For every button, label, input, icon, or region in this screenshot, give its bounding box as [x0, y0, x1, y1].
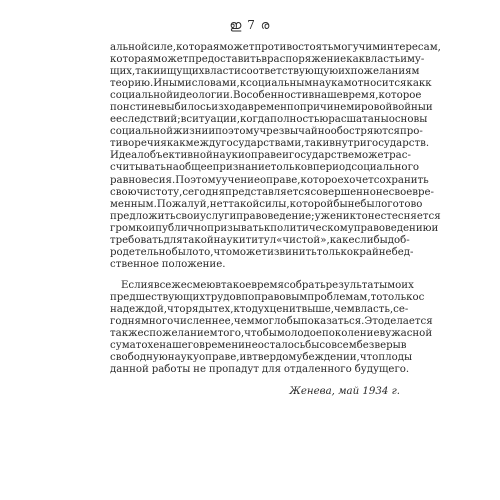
- text-line: родетельно было то, что может извинить только крайне бед-: [110, 246, 414, 258]
- text-line: ственное положение.: [110, 258, 226, 270]
- paragraph-gap: [110, 271, 400, 280]
- text-line: свободную науку о праве, и в твердом убеждении, что плоды: [110, 352, 413, 364]
- text-line: тиворечия как между государствами, так и внутри государств.: [110, 138, 430, 150]
- text-line: понстине выбилось из хода времен по причине мировой войны и: [110, 102, 433, 114]
- text-line: предложить свои услуги правоведение; уже никто не стесняется: [110, 210, 441, 222]
- text-line: предшествующих трудов по правовым проблемам, то только с: [110, 291, 425, 303]
- text-line: годня многочисленнее, чем могло бы показаться. Это делается: [110, 316, 433, 328]
- text-line: ее следствий; в ситуации, когда полностью расшатаны основы: [110, 114, 428, 126]
- text-line: суматохе нашего времени не осталось бы совсем без веры в: [110, 340, 407, 352]
- text-line: менным. Пожалуй, нет такой силы, которой бы не было готово: [110, 198, 423, 210]
- text-line: также с пожеланием того, чтобы молодое поколение в ужасной: [110, 328, 433, 340]
- text-line: щих, так и ищущих власти соответствующую их пожеланиям: [110, 66, 420, 78]
- text-line: требовать для такой науки титул «чистой», как если бы доб-: [110, 234, 410, 246]
- text-line: теорию. Иными словами, к социальным наукам относится как к: [110, 78, 432, 90]
- text-line: социальной идеологии. В особенности в наше время, которое: [110, 90, 422, 102]
- text-line: громко и публично призывать к политическому правоведению и: [110, 222, 439, 234]
- text-line: альной силе, которая может противостоять могучим интересам,: [110, 42, 441, 53]
- text-line: надеждой, что ряды тех, кто дух ценит выше, чем власть, се-: [110, 303, 409, 315]
- text-line: данной работы не пропадут для отдаленного будущего.: [110, 364, 410, 376]
- text-line: которая может предоставить в распоряжение как власть иму-: [110, 54, 425, 66]
- text-line: Если я все же смею в такое время собрать результаты моих: [121, 279, 414, 291]
- paragraph-2: [110, 279, 433, 376]
- text-line: Идеал объективной науки о праве и государстве может рас-: [110, 150, 411, 162]
- text-line: равновесия. Поэтому учение о праве, которое хочет сохранить: [110, 174, 429, 186]
- text-line: социальной жизни и поэтому чрезвычайно обостряются про-: [110, 126, 423, 138]
- text-line: считывать на общее признание только в период социального: [110, 162, 420, 174]
- text-line: свою чистоту, сегодня представляется совершенно несвоевре-: [110, 186, 434, 198]
- signature: Женева, май 1934 г.: [289, 386, 400, 398]
- page-number: ഇ 7 ര: [229, 18, 271, 32]
- body-text: [110, 42, 441, 398]
- paragraph-1: [110, 42, 441, 271]
